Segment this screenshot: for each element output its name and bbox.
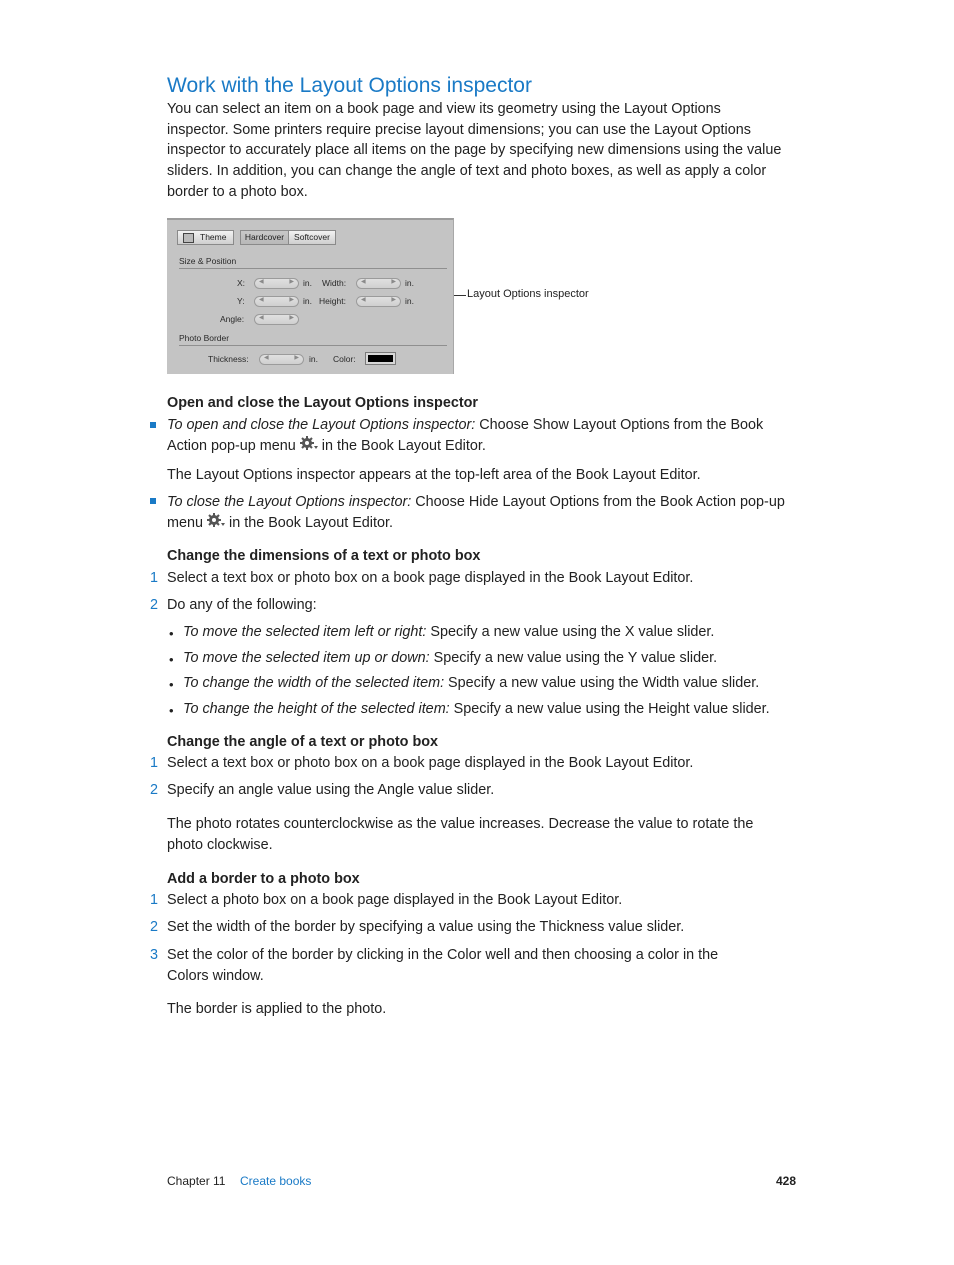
unit-label: in. xyxy=(309,354,318,364)
intro-line: sliders. In addition, you can change the angle of text and photo boxes, as well as apply a color xyxy=(167,163,767,180)
step-number: 1 xyxy=(150,570,159,586)
color-well xyxy=(366,353,395,364)
callout-line xyxy=(454,295,466,296)
theme-tab xyxy=(177,230,234,245)
width-label: Width: xyxy=(322,278,347,288)
bullet-text: menu xyxy=(167,515,207,531)
sub-bullet xyxy=(183,673,759,694)
step-number: 1 xyxy=(150,892,159,908)
size-position-header: Size & Position xyxy=(179,256,237,266)
section-heading: Open and close the Layout Options inspector xyxy=(167,395,479,411)
x-label: X: xyxy=(237,278,246,288)
note-text: photo clockwise. xyxy=(167,837,273,853)
step-text: Colors window. xyxy=(167,968,264,984)
bullet-dot: • xyxy=(169,677,174,692)
bullet-text: Specify a new value using the X value slider. xyxy=(426,624,715,640)
bullet-text: Choose Show Layout Options from the Book xyxy=(475,417,764,433)
section-heading: Add a border to a photo box xyxy=(167,871,360,887)
step-text: Select a photo box on a book page displayed in the Book Layout Editor. xyxy=(167,892,623,908)
intro-line: border to a photo box. xyxy=(167,183,308,200)
bullet-lead: To change the height of the selected item: xyxy=(183,701,450,717)
step-text: Do any of the following: xyxy=(167,597,317,613)
sub-bullet xyxy=(183,648,717,669)
step-number: 3 xyxy=(150,947,159,963)
bullet-lead: To open and close the Layout Options inspector: xyxy=(167,417,476,433)
bullet-text: Choose Hide Layout Options from the Book Action pop-up xyxy=(411,494,785,510)
theme-icon xyxy=(183,233,194,243)
callout-label: Layout Options inspector xyxy=(467,288,589,300)
bullet-text: Specify a new value using the Y value slider. xyxy=(429,650,718,666)
divider xyxy=(179,268,447,269)
layout-options-inspector-figure xyxy=(167,218,454,374)
y-value-slider: ◀ ▶ xyxy=(254,296,299,307)
bullet-lead: To move the selected item up or down: xyxy=(183,650,430,666)
bullet-text: in the Book Layout Editor. xyxy=(225,515,394,531)
angle-label: Angle: xyxy=(220,314,245,324)
softcover-tab: Softcover xyxy=(288,230,336,245)
bullet-dot: • xyxy=(169,703,174,718)
step-text: Select a text box or photo box on a book page displayed in the Book Layout Editor. xyxy=(167,570,694,586)
footer-chapter-link[interactable]: Create books xyxy=(240,1174,312,1188)
bullet-lead: To close the Layout Options inspector: xyxy=(167,494,412,510)
bullet-item xyxy=(167,415,763,436)
bullet-square xyxy=(150,498,156,504)
bullet-item xyxy=(167,492,785,513)
thickness-label: Thickness: xyxy=(208,354,249,364)
page-title: Work with the Layout Options inspector xyxy=(167,74,532,97)
sub-bullet xyxy=(183,622,714,643)
photo-border-header: Photo Border xyxy=(179,333,230,343)
unit-label: in. xyxy=(303,296,312,306)
bullet-lead: To move the selected item left or right: xyxy=(183,624,427,640)
bullet-lead: To change the width of the selected item: xyxy=(183,675,445,691)
step-text: Specify an angle value using the Angle value slider. xyxy=(167,782,495,798)
sub-bullet xyxy=(183,699,770,720)
x-value-slider: ◀ ▶ xyxy=(254,278,299,289)
divider xyxy=(179,345,447,346)
section-heading: Change the angle of a text or photo box xyxy=(167,734,439,750)
step-number: 1 xyxy=(150,755,159,771)
section-heading: Change the dimensions of a text or photo box xyxy=(167,548,481,564)
step-number: 2 xyxy=(150,919,159,935)
bullet-text: Specify a new value using the Width value slider. xyxy=(444,675,760,691)
bullet-text: in the Book Layout Editor. xyxy=(317,438,486,454)
theme-tab-label: Theme xyxy=(200,232,227,242)
page-number: 428 xyxy=(776,1174,797,1188)
bullet-continuation xyxy=(167,436,486,457)
note-text: The photo rotates counterclockwise as the value increases. Decrease the value to rotate the xyxy=(167,816,754,832)
angle-value-slider: ◀ ▶ xyxy=(254,314,299,325)
note-text: The border is applied to the photo. xyxy=(167,1001,387,1017)
note-text: The Layout Options inspector appears at the top-left area of the Book Layout Editor. xyxy=(167,467,701,483)
footer-chapter: Chapter 11 xyxy=(167,1174,226,1188)
step-text: Select a text box or photo box on a book page displayed in the Book Layout Editor. xyxy=(167,755,694,771)
bullet-square xyxy=(150,422,156,428)
unit-label: in. xyxy=(405,296,414,306)
y-label: Y: xyxy=(237,296,245,306)
bullet-text: Specify a new value using the Height value slider. xyxy=(449,701,770,717)
color-label: Color: xyxy=(333,354,356,364)
unit-label: in. xyxy=(405,278,414,288)
action-gear-icon xyxy=(207,513,225,529)
height-value-slider: ◀ ▶ xyxy=(356,296,401,307)
intro-line: You can select an item on a book page and view its geometry using the Layout Options xyxy=(167,101,721,117)
height-label: Height: xyxy=(319,296,346,306)
bullet-dot: • xyxy=(169,652,174,667)
unit-label: in. xyxy=(303,278,312,288)
bullet-dot: • xyxy=(169,626,174,641)
step-text: Set the width of the border by specifying a value using the Thickness value slider. xyxy=(167,919,685,935)
intro-line: inspector. Some printers require precise layout dimensions; you can use the Layout Options xyxy=(167,121,751,138)
width-value-slider: ◀ ▶ xyxy=(356,278,401,289)
bullet-text: Action pop-up menu xyxy=(167,438,300,454)
thickness-value-slider: ◀ ▶ xyxy=(259,354,304,365)
step-number: 2 xyxy=(150,597,159,613)
action-gear-icon xyxy=(300,436,318,452)
bullet-continuation xyxy=(167,513,393,534)
intro-paragraph xyxy=(167,99,807,203)
hardcover-tab: Hardcover xyxy=(240,230,289,245)
step-number: 2 xyxy=(150,782,159,798)
step-text: Set the color of the border by clicking in the Color well and then choosing a color in the xyxy=(167,947,719,963)
intro-line: inspector to accurately place all items on the page by specifying new dimensions using the value xyxy=(167,142,782,159)
